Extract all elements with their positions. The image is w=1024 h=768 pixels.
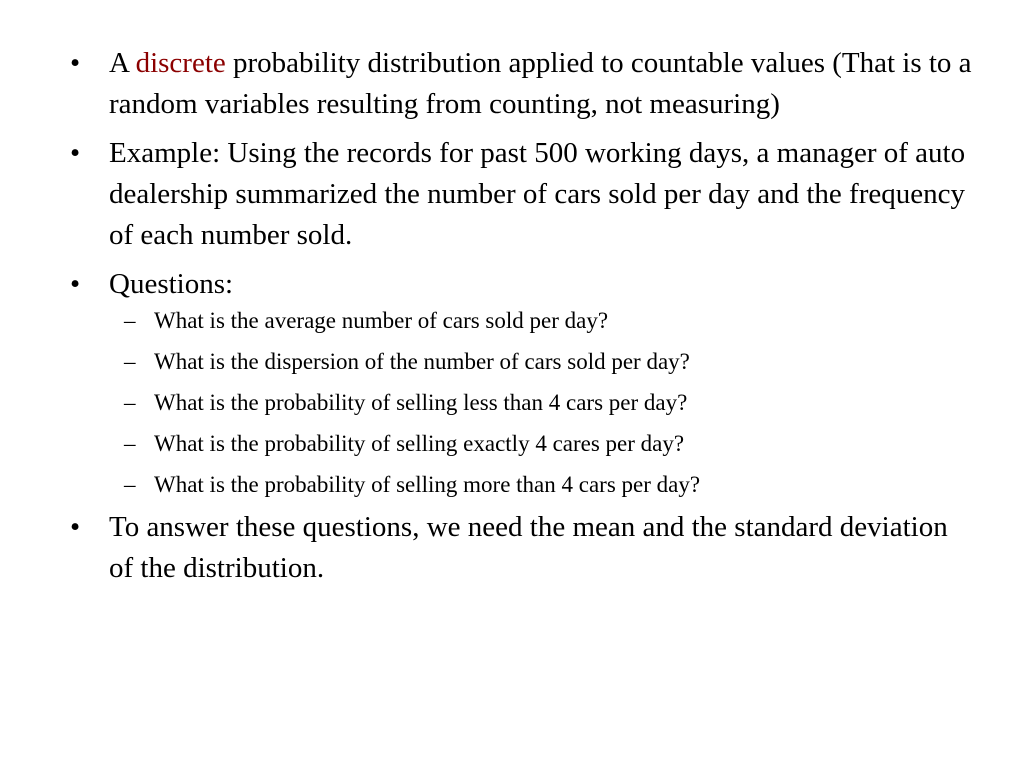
bullet-item-discrete-definition bbox=[0, 43, 1024, 125]
bullet-text: Questions: bbox=[109, 268, 234, 300]
dash-marker: – bbox=[124, 390, 136, 415]
discrete-highlight: discrete bbox=[135, 47, 226, 79]
question-text: What is the probability of selling less than 4 cars per day? bbox=[154, 390, 688, 415]
bullet-text: To answer these questions, we need the mean and the standard deviation of the distribution. bbox=[109, 511, 948, 584]
question-list bbox=[0, 306, 972, 499]
bullet-item-example bbox=[0, 133, 1024, 256]
bullet-marker: • bbox=[70, 137, 81, 169]
bullet-list bbox=[0, 43, 1024, 597]
question-item bbox=[0, 347, 972, 376]
dash-marker: – bbox=[124, 308, 136, 333]
question-item bbox=[0, 388, 972, 417]
question-text: What is the probability of selling more than 4 cars per day? bbox=[154, 472, 701, 497]
bullet-lead-text: A bbox=[109, 47, 136, 79]
bullet-item-questions bbox=[0, 264, 1024, 499]
question-item bbox=[0, 306, 972, 335]
question-text: What is the probability of selling exactly 4 cares per day? bbox=[154, 431, 685, 456]
bullet-rest-text: probability distribution applied to countable values (That is to a random variables resulting from counting, not measuring) bbox=[109, 47, 972, 120]
bullet-item-conclusion bbox=[0, 507, 1024, 589]
bullet-marker: • bbox=[70, 511, 81, 543]
bullet-marker: • bbox=[70, 47, 81, 79]
dash-marker: – bbox=[124, 472, 136, 497]
question-text: What is the dispersion of the number of cars sold per day? bbox=[154, 349, 690, 374]
dash-marker: – bbox=[124, 349, 136, 374]
question-item bbox=[0, 429, 972, 458]
question-text: What is the average number of cars sold per day? bbox=[154, 308, 609, 333]
bullet-marker: • bbox=[70, 268, 81, 300]
bullet-text: Example: Using the records for past 500 working days, a manager of auto dealership summarized the number of cars sold per day and the frequency of each number sold. bbox=[109, 137, 966, 251]
question-item bbox=[0, 470, 972, 499]
dash-marker: – bbox=[124, 431, 136, 456]
